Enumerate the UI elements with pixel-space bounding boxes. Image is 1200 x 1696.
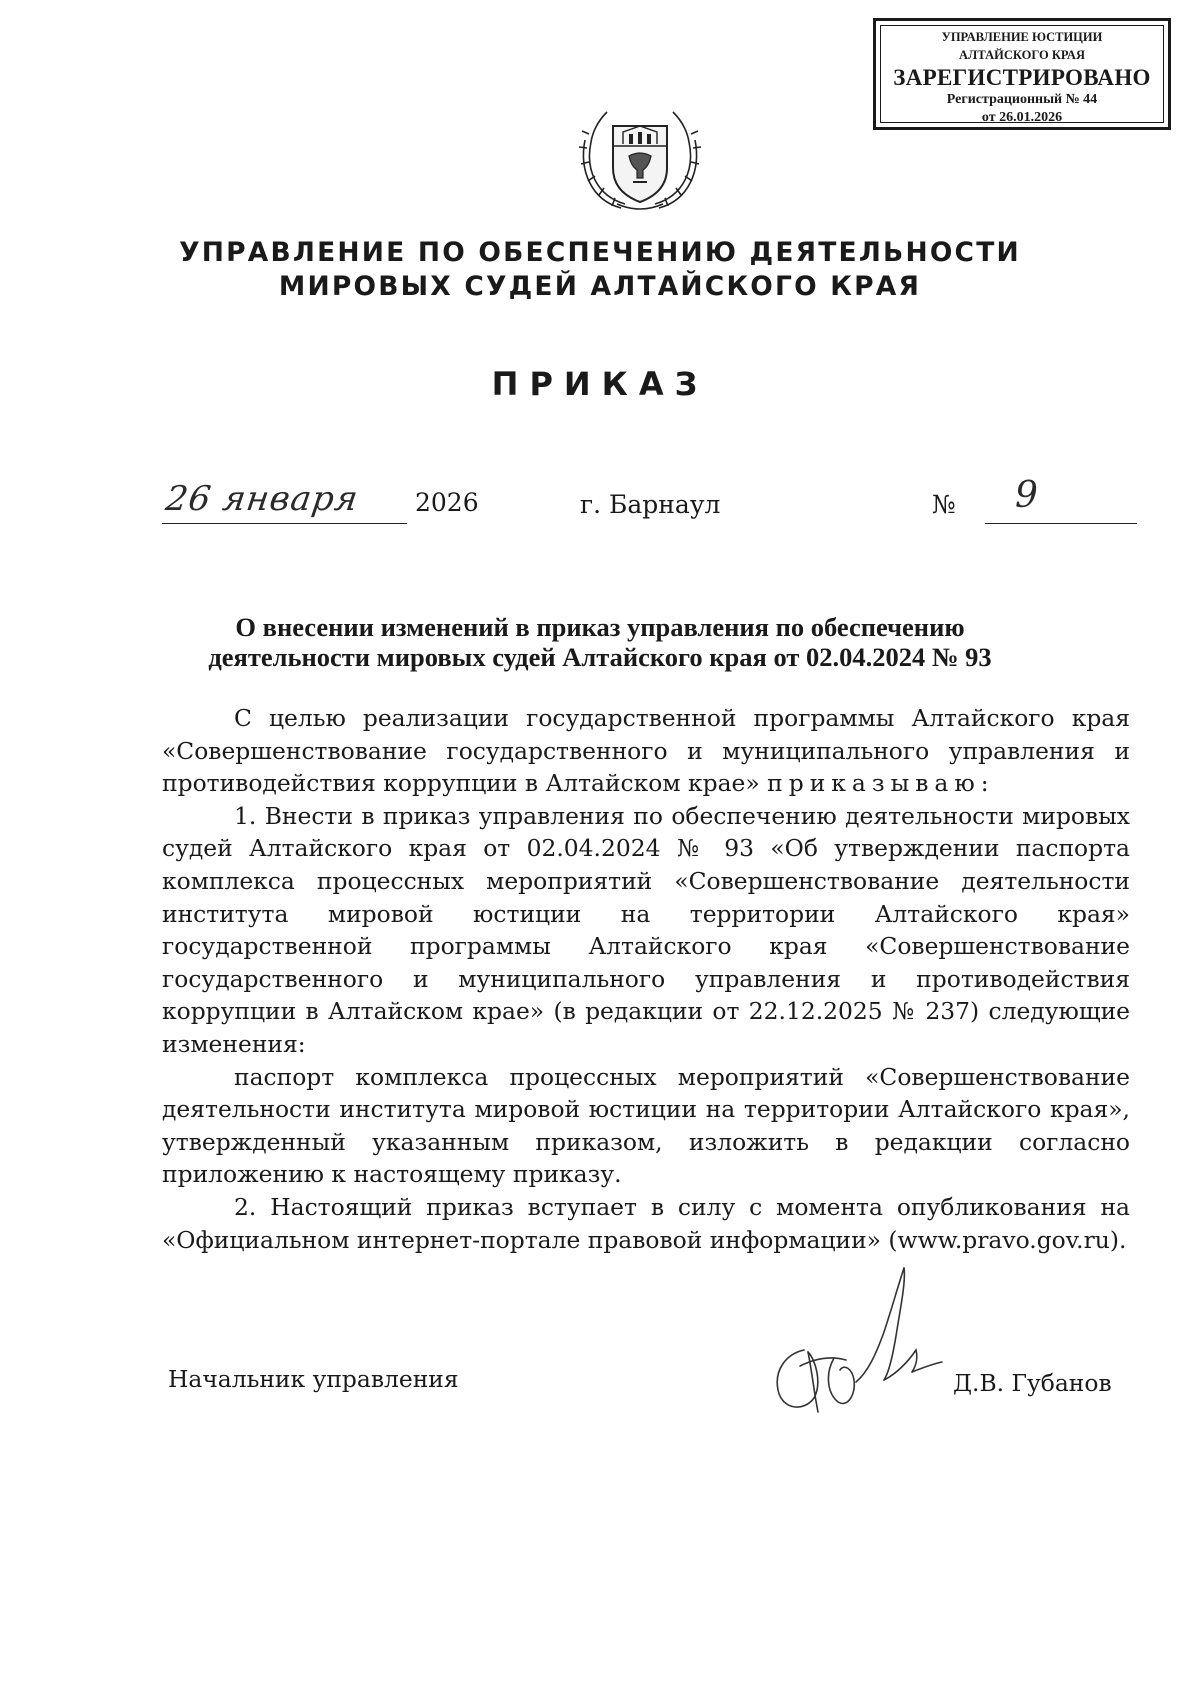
stamp-org-line1: УПРАВЛЕНИЕ ЮСТИЦИИ [941, 30, 1103, 44]
document-type-title: ПРИКАЗ [491, 365, 709, 403]
date-field [162, 479, 407, 524]
stamp-status: ЗАРЕГИСТРИРОВАНО [893, 65, 1151, 90]
stamp-reg-date: от 26.01.2026 [981, 110, 1063, 125]
preamble-paragraph [162, 702, 1130, 800]
stamp-org-line2: АЛТАЙСКОГО КРАЯ [959, 48, 1085, 62]
document-year: 2026 [415, 488, 479, 517]
registration-stamp [873, 18, 1171, 130]
number-field [985, 475, 1137, 524]
document-body [162, 702, 1130, 1256]
document-city: г. Барнаул [580, 490, 721, 519]
preamble-text: С целью реализации государственной программы Алтайского края «Совершенствование государственного и муниципального управления и противодействия коррупции в Алтайском крае» [162, 704, 1130, 798]
signatory-position: Начальник управления [168, 1365, 459, 1393]
item-2-paragraph: 2. Настоящий приказ вступает в силу с момента опубликования на «Официальном интернет-портале правовой информации» (www.pravo.gov.ru). [162, 1192, 1130, 1254]
preamble-verb: приказываю: [767, 769, 995, 798]
subject-line1: О внесении изменений в приказ управления по обеспечению [235, 612, 965, 642]
document-meta-line [0, 475, 1200, 535]
handwritten-date: 26 января [163, 479, 362, 519]
stamp-reg-number: Регистрационный № 44 [946, 92, 1098, 107]
item-1-paragraph: 1. Внести в приказ управления по обеспечению деятельности мировых судей Алтайского края от 02.04.2024 № 93 «Об утверждении паспорта комплекса процессных мероприятий «Совершенствование деятельности института мировой юстиции на территории Алтайского края» государственной программы Алтайского края «Совершенствование государственного и муниципального управления и противодействия коррупции в Алтайском крае» (в редакции от 22.12.2025 № 237) следующие изменения: [162, 801, 1130, 1058]
signatory-name: Д.В. Губанов [953, 1369, 1112, 1397]
document-subject [150, 612, 1050, 672]
subject-line2: деятельности мировых судей Алтайского края от 02.04.2024 № 93 [208, 642, 992, 672]
organization-title-line2: МИРОВЫХ СУДЕЙ АЛТАЙСКОГО КРАЯ [278, 271, 922, 302]
number-sign: № [932, 490, 956, 519]
handwritten-number: 9 [1015, 475, 1038, 516]
item-1-sub-paragraph: паспорт комплекса процессных мероприятий «Совершенствование деятельности института мировой юстиции на территории Алтайского края», утвержденный указанным приказом, изложить в редакции согласно приложению к настоящему приказу. [162, 1062, 1130, 1189]
stamp-inner-frame [880, 25, 1164, 123]
organization-title-line1: УПРАВЛЕНИЕ ПО ОБЕСПЕЧЕНИЮ ДЕЯТЕЛЬНОСТИ [179, 237, 1021, 268]
coat-of-arms-icon [577, 104, 703, 214]
handwritten-signature-icon [756, 1262, 951, 1432]
